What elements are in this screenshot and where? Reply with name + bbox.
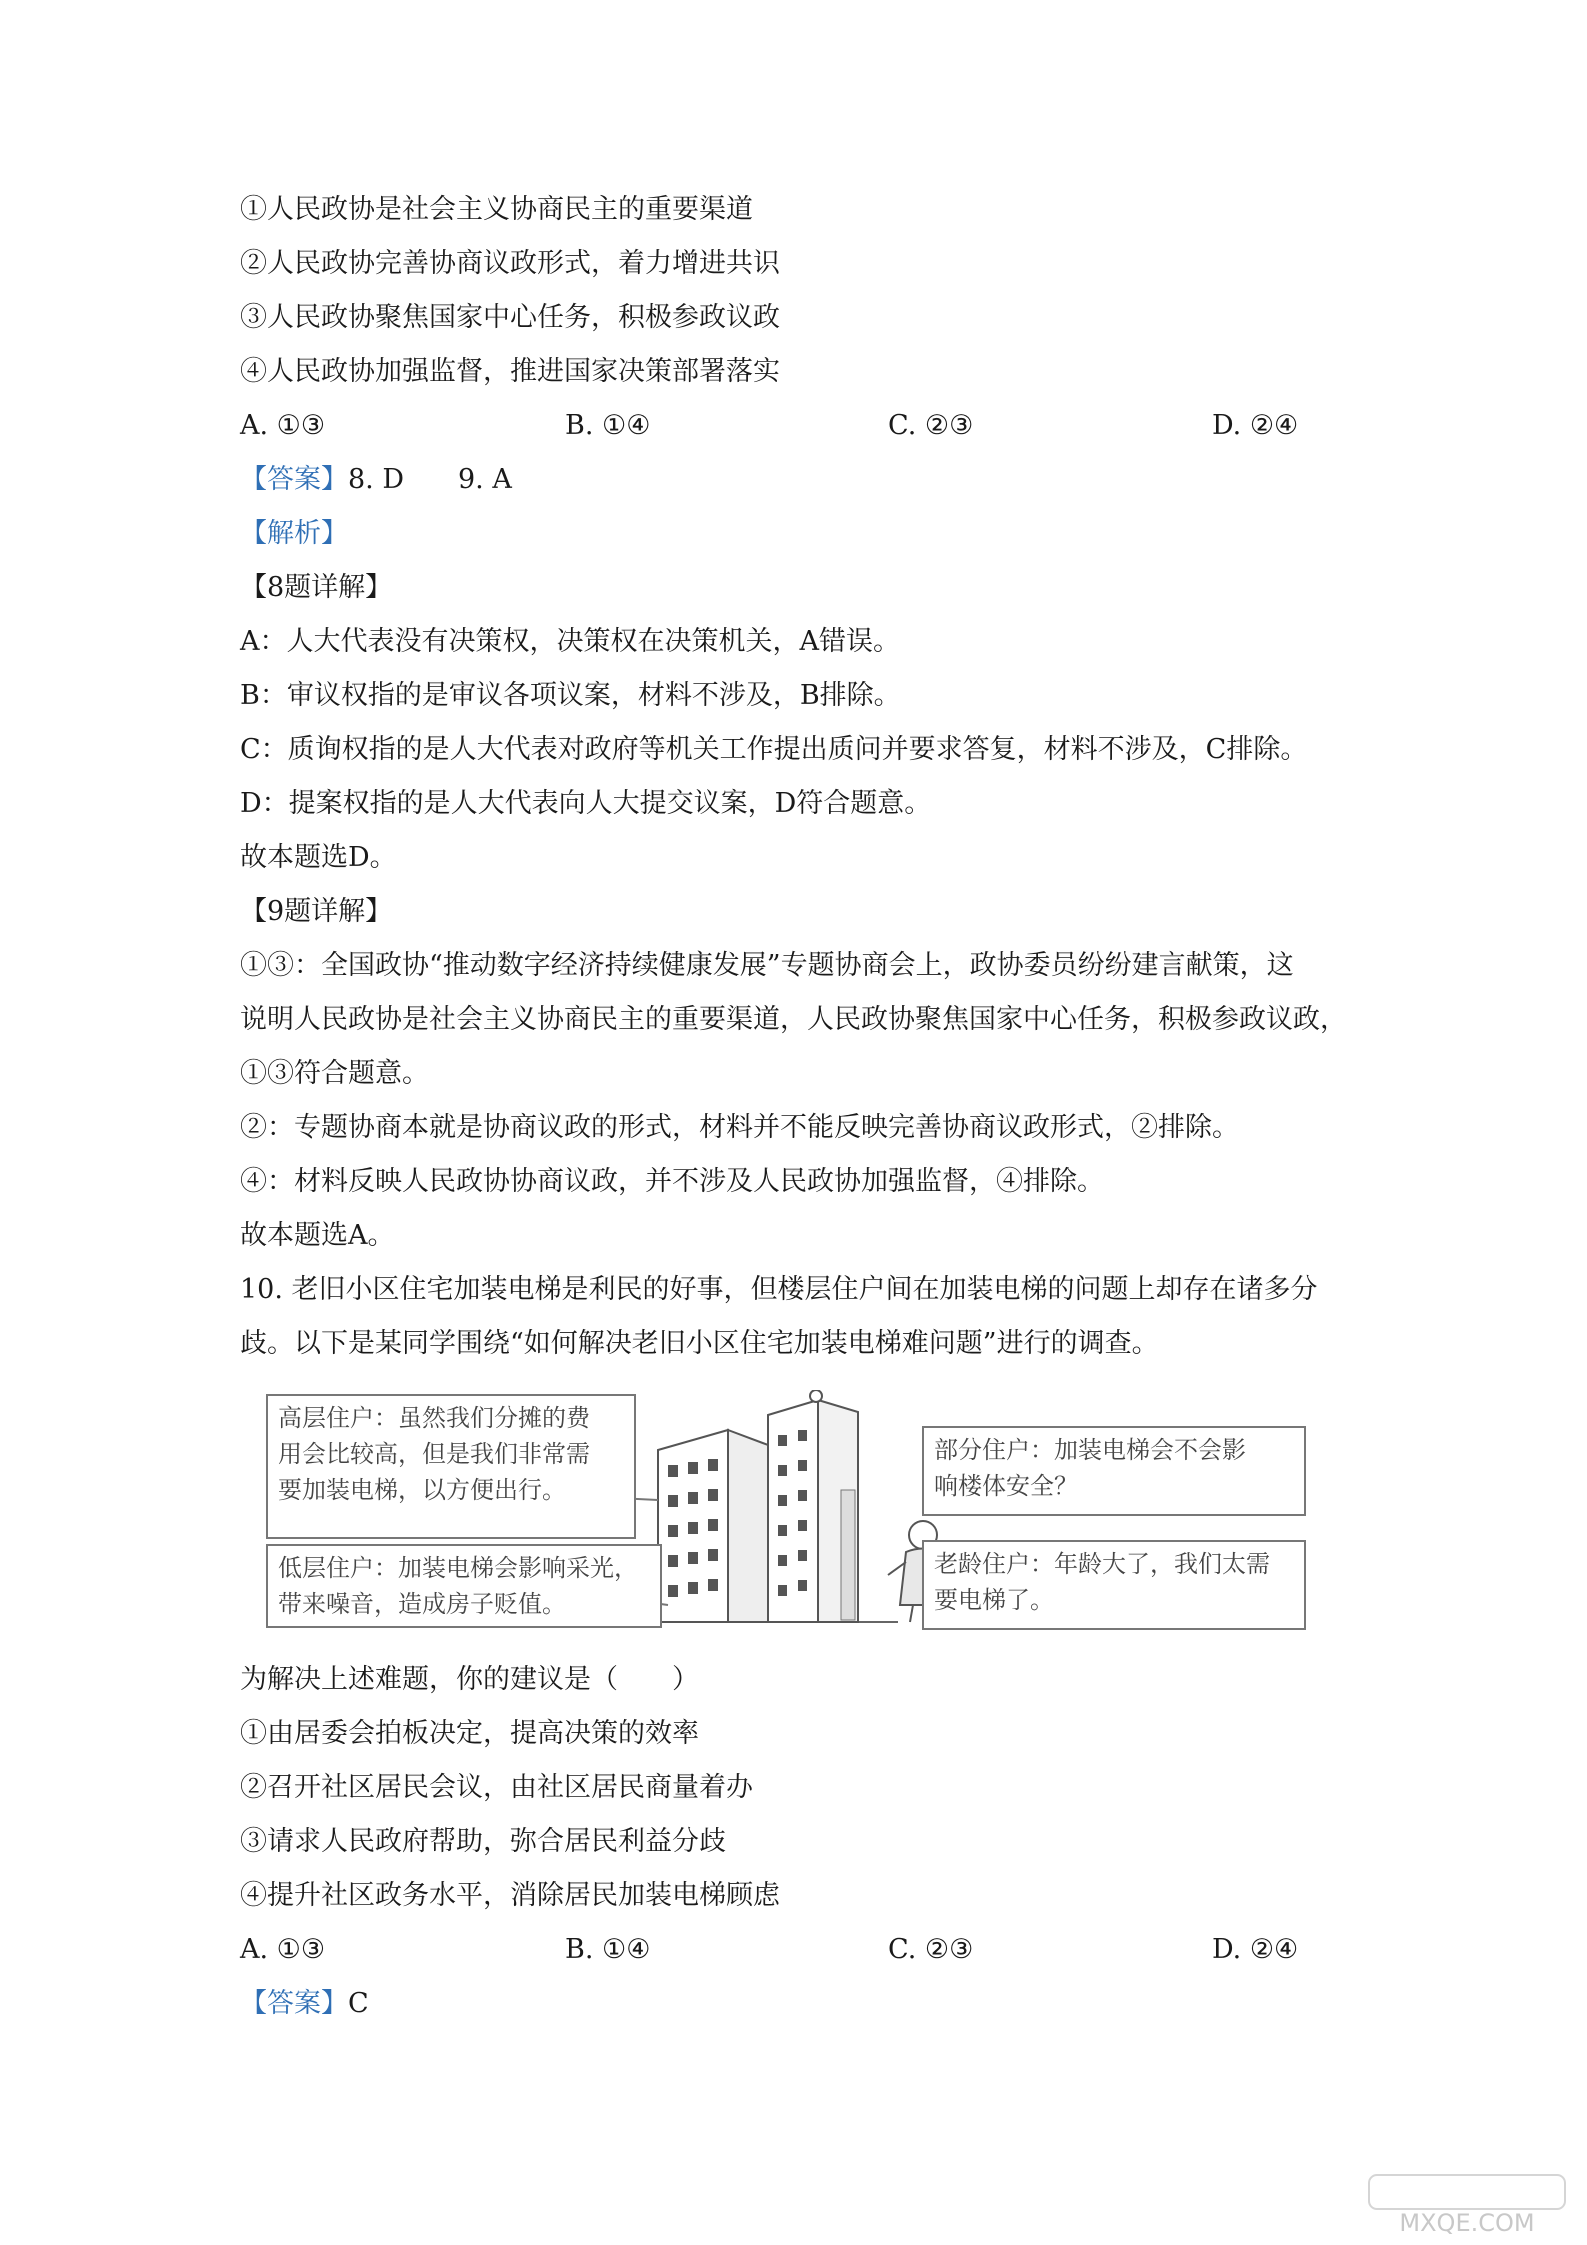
q9-line-1: ①③：全国政协“推动数字经济持续健康发展”专题协商会上，政协委员纷纷建言献策，这: [240, 950, 1294, 981]
q10-statement-3: ③请求人民政府帮助，弥合居民利益分歧: [240, 1826, 726, 1857]
answer2-tag: 【答案】: [240, 1988, 348, 2019]
q8-header: 【8题详解】: [240, 572, 393, 603]
q10-stem-1: 10. 老旧小区住宅加装电梯是利民的好事，但楼层住户间在加装电梯的问题上却存在诸多分: [240, 1274, 1318, 1305]
bubble-old-line-2: 要电梯了。: [934, 1586, 1054, 1614]
answer2-text: C: [348, 1988, 369, 2019]
bubble-high-floor: [266, 1394, 636, 1539]
bubble-high-line-2: 用会比较高，但是我们非常需: [278, 1440, 590, 1468]
bubble-part-line-2: 响楼体安全？: [934, 1472, 1078, 1500]
q10-statement-2: ②召开社区居民会议，由社区居民商量着办: [240, 1772, 753, 1803]
bubble-low-line-1: 低层住户：加装电梯会影响采光，: [278, 1554, 638, 1582]
bubble-low-floor: [266, 1544, 662, 1628]
q9-line-4: ②：专题协商本就是协商议政的形式，材料并不能反映完善协商议政形式，②排除。: [240, 1112, 1239, 1143]
q10-stem-2: 歧。以下是某同学围绕“如何解决老旧小区住宅加装电梯难问题”进行的调查。: [240, 1328, 1159, 1359]
q9-line-3: ①③符合题意。: [240, 1058, 429, 1089]
answer2-line: [240, 1984, 1360, 2024]
q9-line-2: 说明人民政协是社会主义协商民主的重要渠道，人民政协聚焦国家中心任务，积极参政议政，: [240, 1004, 1347, 1035]
q9-statement-4: ④人民政协加强监督，推进国家决策部署落实: [240, 356, 780, 387]
bubble-high-line-1: 高层住户：虽然我们分摊的费: [278, 1404, 590, 1432]
watermark-text: MXQE.COM: [1399, 2209, 1535, 2237]
q9-conclusion: 故本题选A。: [240, 1220, 395, 1251]
q9-option-b: B. ①④: [565, 410, 651, 441]
q10-statement-1: ①由居委会拍板决定，提高决策的效率: [240, 1718, 699, 1749]
bubble-some-residents: [922, 1426, 1306, 1516]
q10-option-a: A. ①③: [240, 1934, 326, 1965]
q8-conclusion: 故本题选D。: [240, 842, 397, 873]
site-watermark: [1367, 2173, 1567, 2237]
q8-line-a: A：人大代表没有决策权，决策权在决策机关，A错误。: [240, 626, 900, 657]
q8-line-c: C：质询权指的是人大代表对政府等机关工作提出质问并要求答复，材料不涉及，C排除。: [240, 734, 1308, 765]
analysis-tag: 【解析】: [240, 518, 348, 549]
bubble-high-line-3: 要加装电梯，以方便出行。: [278, 1476, 566, 1504]
q9-statement-3: ③人民政协聚焦国家中心任务，积极参政议政: [240, 302, 780, 333]
q10-statement-4: ④提升社区政务水平，消除居民加装电梯顾虑: [240, 1880, 780, 1911]
bubble-part-line-1: 部分住户：加装电梯会不会影: [934, 1436, 1246, 1464]
answer-tag: 【答案】: [240, 464, 348, 495]
q8-line-d: D：提案权指的是人大代表向人大提交议案，D符合题意。: [240, 788, 932, 819]
q9-header: 【9题详解】: [240, 896, 393, 927]
q10-option-c: C. ②③: [888, 1934, 974, 1965]
survey-illustration: [258, 1390, 1310, 1634]
q10-option-b: B. ①④: [565, 1934, 651, 1965]
q9-option-c: C. ②③: [888, 410, 974, 441]
q9-statement-1: ①人民政协是社会主义协商民主的重要渠道: [240, 194, 753, 225]
bubble-old-line-1: 老龄住户：年龄大了，我们太需: [934, 1550, 1270, 1578]
q9-statement-2: ②人民政协完善协商议政形式，着力增进共识: [240, 248, 780, 279]
answer-line: [240, 460, 1360, 500]
bubble-elderly: [922, 1540, 1306, 1630]
q10-prompt: 为解决上述难题，你的建议是（ ）: [240, 1664, 699, 1695]
q9-option-a: A. ①③: [240, 410, 326, 441]
bubble-low-line-2: 带来噪音，造成房子贬值。: [278, 1590, 566, 1618]
answer-text: 8. D 9. A: [348, 464, 512, 495]
q9-option-d: D. ②④: [1212, 410, 1299, 441]
q10-option-d: D. ②④: [1212, 1934, 1299, 1965]
q9-line-5: ④：材料反映人民政协协商议政，并不涉及人民政协加强监督，④排除。: [240, 1166, 1104, 1197]
q8-line-b: B：审议权指的是审议各项议案，材料不涉及，B排除。: [240, 680, 901, 711]
